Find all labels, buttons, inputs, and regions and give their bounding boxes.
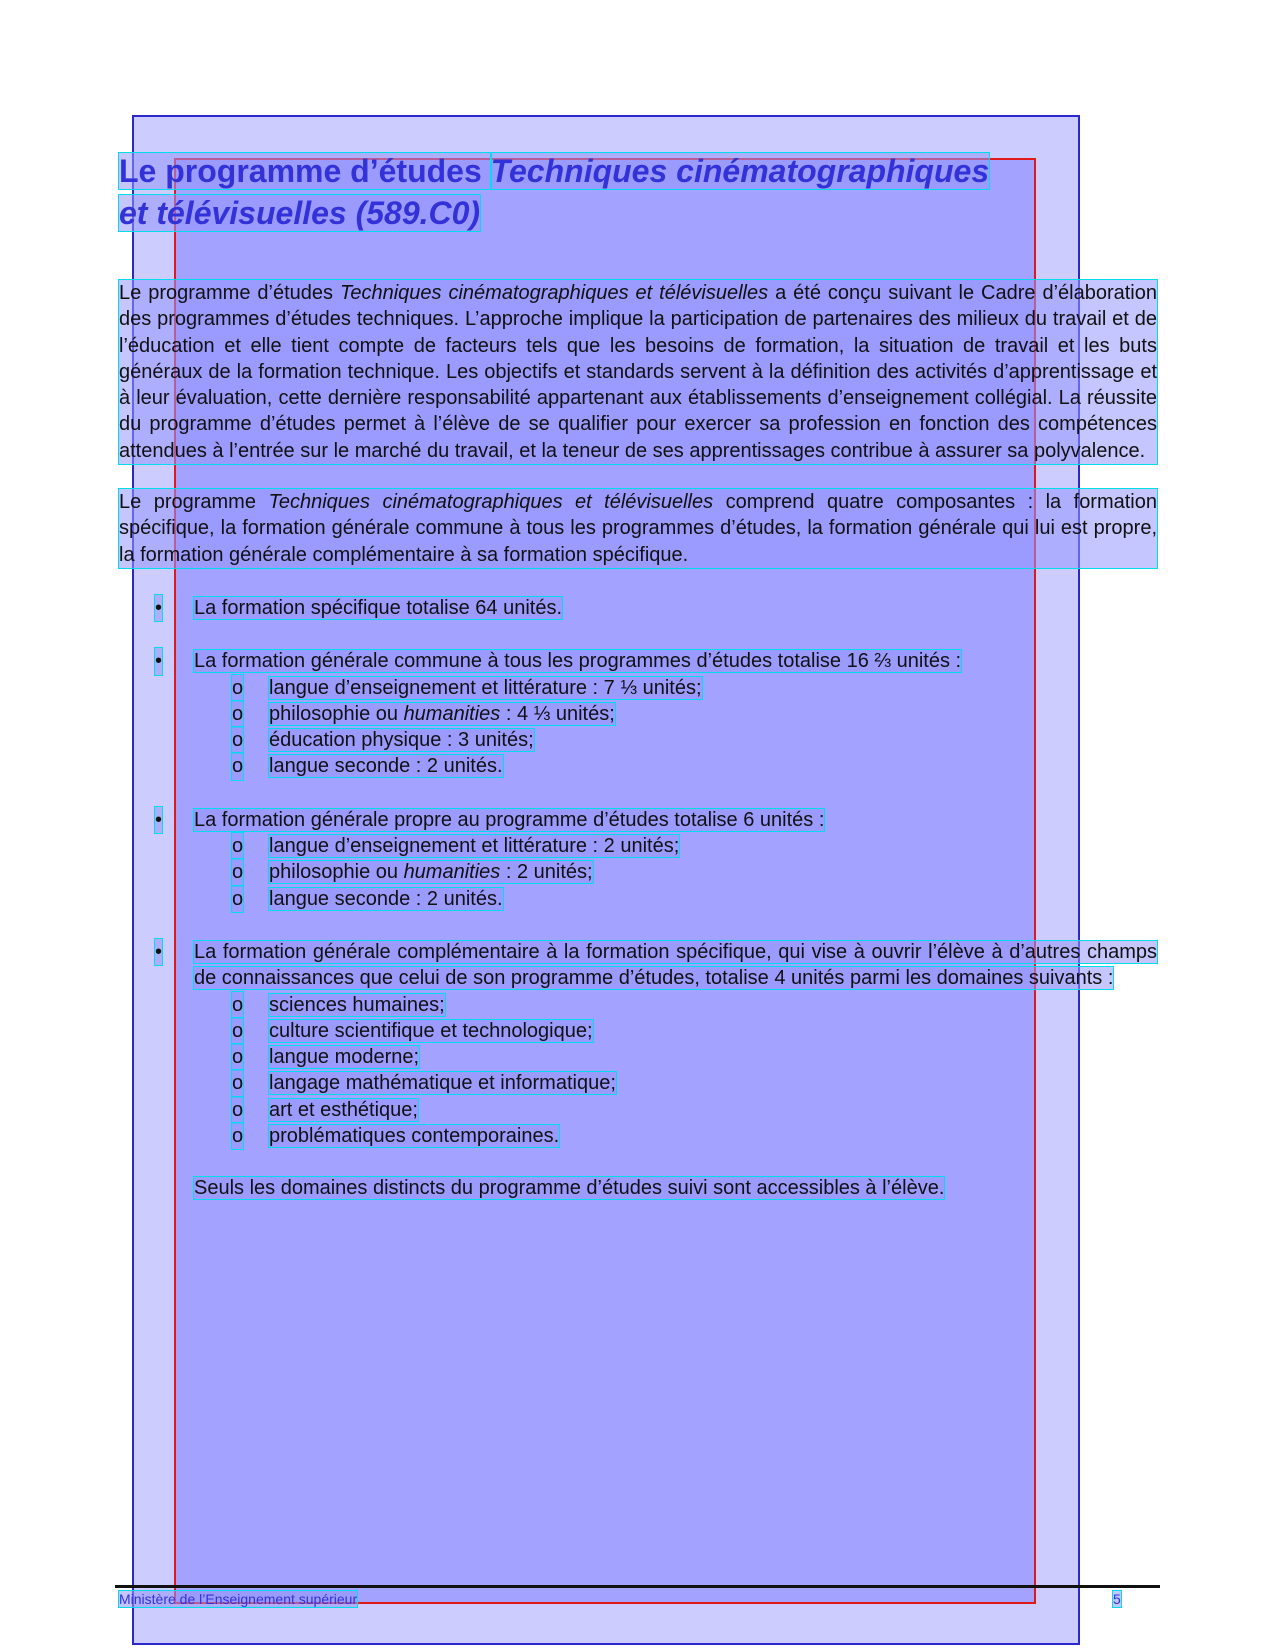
sub-item-text-c: : 4 ⅓ unités; — [500, 702, 615, 725]
intro-paragraph — [119, 280, 1157, 464]
list-item-general-common — [119, 648, 1157, 779]
sub-bullet-icon: o — [232, 886, 243, 912]
sub-bullet-icon: o — [232, 1123, 243, 1149]
sub-item-text: langue d’enseignement et littérature : 2 unités; — [269, 835, 680, 858]
list-item-text: La formation générale commune à tous les programmes d’études totalise 16 ⅔ unités : — [194, 650, 962, 673]
sub-list — [194, 675, 1157, 780]
sub-item-text: langue moderne; — [269, 1046, 420, 1069]
sub-item-text-a: philosophie ou — [269, 861, 404, 884]
sub-item-text: art et esthétique; — [269, 1098, 418, 1121]
sub-item — [194, 1044, 1157, 1070]
sub-item — [194, 886, 1157, 912]
sub-bullet-icon: o — [232, 1070, 243, 1096]
sub-item — [194, 701, 1157, 727]
sub-bullet-icon: o — [232, 833, 243, 859]
list-item-specific — [119, 595, 1157, 621]
sub-item — [194, 992, 1157, 1018]
sub-item — [194, 675, 1157, 701]
sub-bullet-icon: o — [232, 1097, 243, 1123]
bullet-icon: • — [155, 807, 162, 833]
list-item-text: La formation générale complémentaire à la formation spécifique, qui vise à ouvrir l’élève à d’autres champs de connaissances que celui de son programme d’études, totalise 4 unités parmi les domaines suivants : — [194, 940, 1157, 990]
sub-item-text-italic: humanities — [403, 702, 501, 725]
sub-item-text: éducation physique : 3 unités; — [269, 729, 534, 752]
bullet-icon: • — [155, 939, 162, 965]
sub-item-text-a: philosophie ou — [269, 702, 404, 725]
note-text: Seuls les domaines distincts du programme d’études suivi sont accessibles à l’élève. — [194, 1177, 945, 1200]
sub-item — [194, 1123, 1157, 1149]
sub-item — [194, 1018, 1157, 1044]
sub-item — [194, 727, 1157, 753]
title-part-1: Le programme d’études — [119, 153, 491, 189]
sub-item-text-italic: humanities — [403, 861, 501, 884]
sub-item-text: langage mathématique et informatique; — [269, 1072, 616, 1095]
sub-bullet-icon: o — [232, 992, 243, 1018]
list-item-general-complementary — [119, 939, 1157, 1149]
sub-item-text: sciences humaines; — [269, 993, 445, 1016]
intro-program-name: Techniques cinématographiques et télévisuelles — [339, 282, 769, 304]
sub-item-text-c: : 2 unités; — [500, 861, 593, 884]
sub-bullet-icon: o — [232, 727, 243, 753]
bullet-icon: • — [155, 595, 162, 621]
sub-item — [194, 859, 1157, 885]
list-item-text: La formation générale propre au programme d’études totalise 6 unités : — [194, 808, 825, 831]
intro-text-a: Le programme d’études — [119, 282, 340, 304]
sub-item — [194, 1097, 1157, 1123]
sub-item-text: langue d’enseignement et littérature : 7 ⅓ unités; — [269, 676, 702, 699]
title-part-2: Techniques cinématographiques — [490, 153, 990, 189]
sub-item — [194, 753, 1157, 779]
list-item-general-own — [119, 807, 1157, 912]
list-item-text: La formation spécifique totalise 64 unités. — [194, 596, 562, 619]
sub-bullet-icon: o — [232, 859, 243, 885]
intro-text-c: a été conçu suivant le Cadre d’élaboration des programmes d’études techniques. L’approche implique la participation de partenaires des milieux du travail et de l’éducation et elle tient compte de facteurs tels que les besoins de formation, la situation de travail et les buts généraux de la formation technique. Les objectifs et standards servent à la définition des activités d’apprentissage et à leur évaluation, cette dernière responsabilité appartenant aux établissements d’enseignement collégial. La réussite du programme d’études permet à l’élève de se qualifier pour exercer sa profession en fonction des compétences attendues à l’entrée sur le marché du travail, et la teneur de ses apprentissages contribue à assurer sa polyvalence. — [119, 282, 1157, 462]
page-number: 5 — [1113, 1591, 1121, 1607]
components-paragraph — [119, 489, 1157, 568]
sub-item — [194, 833, 1157, 859]
sub-bullet-icon: o — [232, 1044, 243, 1070]
sub-item-text — [269, 703, 615, 725]
page-title — [119, 150, 1157, 234]
sub-item — [194, 1070, 1157, 1096]
sub-bullet-icon: o — [232, 701, 243, 727]
sub-bullet-icon: o — [232, 1018, 243, 1044]
sub-item-text: langue seconde : 2 unités. — [269, 755, 503, 778]
bullet-icon: • — [155, 648, 162, 674]
footer-rule — [115, 1585, 1160, 1588]
document-body — [119, 150, 1157, 1202]
footer-ministry: Ministère de l’Enseignement supérieur — [119, 1591, 358, 1607]
title-part-3: et télévisuelles (589.C0) — [119, 195, 481, 231]
sub-item-text: langue seconde : 2 unités. — [269, 887, 503, 910]
sub-bullet-icon: o — [232, 753, 243, 779]
sub-item-text — [269, 861, 593, 883]
components-text-c: comprend quatre composantes : la formation spécifique, la formation générale commune à tous les programmes d’études, la formation générale qui lui est propre, la formation générale complémentaire à sa formation spécifique. — [119, 491, 1158, 566]
sub-list — [194, 992, 1157, 1150]
components-list — [119, 595, 1157, 1149]
sub-item-text: problématiques contemporaines. — [269, 1125, 560, 1148]
sub-item-text: culture scientifique et technologique; — [269, 1019, 593, 1042]
components-program-name: Techniques cinématographiques et télévisuelles — [268, 491, 714, 514]
sub-list — [194, 833, 1157, 912]
components-text-a: Le programme — [119, 491, 269, 514]
sub-bullet-icon: o — [232, 675, 243, 701]
note-paragraph — [119, 1175, 1157, 1201]
